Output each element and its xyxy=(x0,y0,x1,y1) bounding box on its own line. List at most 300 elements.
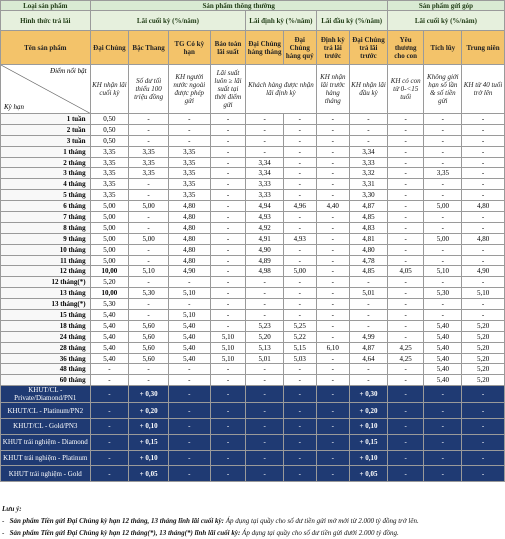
product-name: Đại Chúng hàng tháng xyxy=(246,31,284,65)
header-highlight-term xyxy=(1,65,91,114)
rate-cell: 4,80 xyxy=(168,212,210,223)
rate-cell: - xyxy=(129,364,169,375)
rate-cell: - xyxy=(316,124,350,135)
bonus-cell: - xyxy=(210,403,246,419)
rate-cell: 3,32 xyxy=(350,168,388,179)
rate-cell: 5,40 xyxy=(90,320,129,331)
header-installment-products: Sản phẩm gửi góp xyxy=(387,1,504,11)
rate-cell: - xyxy=(168,124,210,135)
rate-cell: 4,98 xyxy=(246,266,284,277)
rate-cell: 4,96 xyxy=(283,201,316,212)
bonus-cell: - xyxy=(283,386,316,403)
rate-cell: 5,10 xyxy=(210,342,246,353)
rate-cell: 5,00 xyxy=(90,233,129,244)
rate-cell: 5,40 xyxy=(424,353,462,364)
product-highlight: Khách hàng được nhận lãi định kỳ xyxy=(246,65,316,114)
rate-cell: - xyxy=(387,299,424,310)
rate-cell: 4,90 xyxy=(168,266,210,277)
rate-cell: - xyxy=(129,299,169,310)
rate-cell: - xyxy=(129,244,169,255)
rate-cell: - xyxy=(129,310,169,321)
rate-cell: - xyxy=(316,310,350,321)
bonus-label: KHUT trải nghiệm - Gold xyxy=(1,466,91,482)
table-row xyxy=(1,255,505,266)
rate-cell: - xyxy=(246,375,284,386)
rate-cell: 4,80 xyxy=(168,255,210,266)
rate-cell: - xyxy=(387,222,424,233)
rate-cell: 5,40 xyxy=(90,342,129,353)
bonus-label: KHUT/CL - Private/Diamond/PN1 xyxy=(1,386,91,403)
note-1-bold: Sản phẩm Tiền gửi Đại Chúng kỳ hạn 12 tháng, 13 tháng lĩnh lãi cuối kỳ: xyxy=(9,517,224,525)
rate-cell: - xyxy=(283,255,316,266)
rate-cell: - xyxy=(316,375,350,386)
rate-cell: 3,33 xyxy=(350,157,388,168)
bonus-cell: - xyxy=(90,403,129,419)
rate-cell: - xyxy=(129,222,169,233)
table-row xyxy=(1,375,505,386)
bonus-cell: - xyxy=(168,450,210,466)
bonus-cell: - xyxy=(316,419,350,435)
rate-cell: 3,35 xyxy=(90,179,129,190)
rate-cell: 3,31 xyxy=(350,179,388,190)
rate-cell: - xyxy=(246,310,284,321)
rate-cell: - xyxy=(210,179,246,190)
rate-cell: 5,40 xyxy=(424,320,462,331)
rate-cell: - xyxy=(283,168,316,179)
bonus-cell: - xyxy=(462,466,505,482)
rate-cell: 4,80 xyxy=(462,233,505,244)
rate-cell: - xyxy=(387,157,424,168)
rate-cell: - xyxy=(387,233,424,244)
rate-cell: - xyxy=(283,244,316,255)
product-highlight: KH có con từ 0-<15 tuổi xyxy=(387,65,424,114)
rate-cell: - xyxy=(316,288,350,299)
rate-cell: 5,60 xyxy=(129,331,169,342)
rate-cell: 5,40 xyxy=(90,353,129,364)
rate-cell: 4,92 xyxy=(246,222,284,233)
rate-cell: - xyxy=(350,375,388,386)
rate-cell: 4,80 xyxy=(168,201,210,212)
product-highlight: KH từ 40 tuổi trở lên xyxy=(462,65,505,114)
rate-cell: - xyxy=(387,331,424,342)
rate-cell: 5,40 xyxy=(424,375,462,386)
term-cell: 13 tháng xyxy=(1,288,91,299)
bonus-cell: - xyxy=(90,434,129,450)
bonus-cell: - xyxy=(210,466,246,482)
rate-cell: 6,10 xyxy=(316,342,350,353)
rate-cell: 4,80 xyxy=(168,233,210,244)
product-name: Định kỳ trả lãi trước xyxy=(316,31,350,65)
rate-cell: - xyxy=(210,124,246,135)
rate-cell: 5,22 xyxy=(283,331,316,342)
bonus-cell: + 0,10 xyxy=(350,450,388,466)
rate-cell: - xyxy=(387,190,424,201)
rate-cell: 5,20 xyxy=(462,342,505,353)
bonus-cell: - xyxy=(210,450,246,466)
rate-cell: - xyxy=(283,222,316,233)
note-1: - Sản phẩm Tiền gửi Đại Chúng kỳ hạn 12 tháng, 13 tháng lĩnh lãi cuối kỳ: Áp dụng tại quầy cho số dư tiền gửi mở mới từ 2.000 tỷ đồng trở lên. xyxy=(2,517,419,525)
product-name: TG Có kỳ hạn xyxy=(168,31,210,65)
term-cell: 18 tháng xyxy=(1,320,91,331)
header-product-type: Loại sản phẩm xyxy=(1,1,91,11)
table-row xyxy=(1,222,505,233)
rate-cell: 3,35 xyxy=(90,146,129,157)
note-2: - Sản phẩm Tiền gửi Đại Chúng kỳ hạn 12 tháng(*), 13 tháng(*) lĩnh lãi cuối kỳ: Áp dụng tại quầy cho số dư tiền gửi dưới 2.000 tỷ đồng. xyxy=(2,529,399,537)
rate-cell: - xyxy=(246,146,284,157)
table-row xyxy=(1,288,505,299)
bonus-row xyxy=(1,450,505,466)
rate-cell: - xyxy=(283,310,316,321)
bonus-cell: - xyxy=(283,403,316,419)
rate-cell: - xyxy=(462,299,505,310)
rate-cell: 3,35 xyxy=(129,168,169,179)
product-highlight: Số dư tối thiểu 100 triệu đồng xyxy=(129,65,169,114)
rate-cell: 5,20 xyxy=(462,320,505,331)
rate-cell: 10,00 xyxy=(90,266,129,277)
term-cell: 28 tháng xyxy=(1,342,91,353)
rate-cell: - xyxy=(168,114,210,125)
rate-cell: 5,60 xyxy=(129,320,169,331)
rate-cell: - xyxy=(424,299,462,310)
bonus-cell: - xyxy=(462,434,505,450)
rate-cell: 5,20 xyxy=(462,364,505,375)
table-row xyxy=(1,277,505,288)
term-cell: 1 tháng xyxy=(1,146,91,157)
bonus-cell: - xyxy=(90,386,129,403)
rate-cell: 5,00 xyxy=(90,212,129,223)
rate-cell: - xyxy=(316,179,350,190)
rate-cell: 4,85 xyxy=(350,212,388,223)
rate-cell: - xyxy=(316,114,350,125)
rate-cell: - xyxy=(387,179,424,190)
rate-cell: - xyxy=(129,212,169,223)
term-cell: 12 tháng xyxy=(1,266,91,277)
rate-cell: 4,78 xyxy=(350,255,388,266)
rate-cell: - xyxy=(462,179,505,190)
rate-cell: - xyxy=(246,124,284,135)
bonus-cell: - xyxy=(462,450,505,466)
rate-cell: 5,00 xyxy=(90,244,129,255)
rate-cell: - xyxy=(316,157,350,168)
product-name: Yêu thương cho con xyxy=(387,31,424,65)
bonus-cell: - xyxy=(168,386,210,403)
rate-cell: 3,35 xyxy=(90,157,129,168)
table-row xyxy=(1,364,505,375)
rate-cell: 5,00 xyxy=(424,201,462,212)
rate-cell: 5,20 xyxy=(246,331,284,342)
header-interest-end-term-2: Lãi cuối kỳ (%/năm) xyxy=(387,11,504,31)
rate-cell: 5,10 xyxy=(129,266,169,277)
rate-cell: - xyxy=(350,320,388,331)
rate-cell: - xyxy=(283,146,316,157)
rate-cell: - xyxy=(387,277,424,288)
note-2-bold: Sản phẩm Tiền gửi Đại Chúng kỳ hạn 12 tháng(*), 13 tháng(*) lĩnh lãi cuối kỳ: xyxy=(9,529,241,537)
bonus-label: KHUT trải nghiệm - Platinum xyxy=(1,450,91,466)
rate-cell: 5,00 xyxy=(129,201,169,212)
rate-cell: - xyxy=(316,364,350,375)
rate-cell: - xyxy=(316,277,350,288)
term-cell: 2 tháng xyxy=(1,157,91,168)
rate-cell: 5,30 xyxy=(129,288,169,299)
rate-cell: 5,40 xyxy=(168,331,210,342)
rate-cell: - xyxy=(210,157,246,168)
bonus-cell: - xyxy=(424,450,462,466)
table-row xyxy=(1,331,505,342)
rate-cell: 4,80 xyxy=(168,244,210,255)
bonus-cell: - xyxy=(210,434,246,450)
rate-cell: 3,33 xyxy=(246,190,284,201)
bonus-cell: + 0,10 xyxy=(129,419,169,435)
rate-cell: 4,89 xyxy=(246,255,284,266)
rate-cell: - xyxy=(129,255,169,266)
bonus-cell: - xyxy=(424,466,462,482)
rate-cell: - xyxy=(424,277,462,288)
rate-cell: - xyxy=(424,114,462,125)
rate-cell: 3,33 xyxy=(246,179,284,190)
rate-cell: 3,30 xyxy=(350,190,388,201)
rate-cell: 4,93 xyxy=(283,233,316,244)
term-cell: 48 tháng xyxy=(1,364,91,375)
highlight-label: Điểm nổi bật xyxy=(50,67,87,75)
rate-cell: - xyxy=(387,212,424,223)
bonus-cell: + 0,05 xyxy=(129,466,169,482)
bonus-cell: - xyxy=(90,466,129,482)
rate-cell: - xyxy=(316,331,350,342)
rate-cell: - xyxy=(387,146,424,157)
table-row xyxy=(1,233,505,244)
rate-cell: - xyxy=(283,124,316,135)
bonus-cell: - xyxy=(168,403,210,419)
term-cell: 6 tháng xyxy=(1,201,91,212)
rate-cell: 3,34 xyxy=(246,157,284,168)
rate-cell: - xyxy=(210,222,246,233)
rate-cell: 0,50 xyxy=(90,135,129,146)
bonus-cell: - xyxy=(462,386,505,403)
table-row xyxy=(1,212,505,223)
rate-cell: - xyxy=(424,222,462,233)
rate-cell: - xyxy=(316,190,350,201)
bonus-cell: + 0,30 xyxy=(350,386,388,403)
rate-cell: - xyxy=(283,179,316,190)
table-row xyxy=(1,201,505,212)
rate-cell: - xyxy=(462,222,505,233)
header-interest-end-term: Lãi cuối kỳ (%/năm) xyxy=(90,11,246,31)
table-row xyxy=(1,320,505,331)
table-row xyxy=(1,310,505,321)
rate-cell: - xyxy=(210,320,246,331)
rate-cell: - xyxy=(387,114,424,125)
rate-cell: - xyxy=(210,135,246,146)
rate-cell: - xyxy=(424,146,462,157)
rate-cell: - xyxy=(387,310,424,321)
bonus-label: KHUT/CL - Gold/PN3 xyxy=(1,419,91,435)
rate-cell: - xyxy=(129,179,169,190)
table-row xyxy=(1,168,505,179)
rate-cell: - xyxy=(283,277,316,288)
term-cell: 10 tháng xyxy=(1,244,91,255)
rate-cell: - xyxy=(387,244,424,255)
rate-cell: - xyxy=(210,255,246,266)
rate-cell: 4,05 xyxy=(387,266,424,277)
header-standard-products: Sản phẩm thông thường xyxy=(90,1,387,11)
rate-cell: 5,40 xyxy=(90,331,129,342)
bonus-cell: - xyxy=(424,403,462,419)
product-name: Tích lũy xyxy=(424,31,462,65)
rate-cell: - xyxy=(283,212,316,223)
rate-cell: 5,00 xyxy=(90,201,129,212)
product-name: Bậc Thang xyxy=(129,31,169,65)
rate-cell: - xyxy=(350,310,388,321)
term-cell: 8 tháng xyxy=(1,222,91,233)
rate-cell: 3,35 xyxy=(168,179,210,190)
rate-cell: - xyxy=(283,364,316,375)
bonus-row xyxy=(1,386,505,403)
product-name: Đại Chúng trả lãi trước xyxy=(350,31,388,65)
bonus-cell: - xyxy=(283,466,316,482)
rate-cell: - xyxy=(90,375,129,386)
bonus-cell: - xyxy=(246,386,284,403)
bonus-cell: - xyxy=(316,403,350,419)
rate-cell: 3,35 xyxy=(168,146,210,157)
bonus-cell: + 0,10 xyxy=(350,419,388,435)
rate-cell: - xyxy=(246,135,284,146)
rate-cell: - xyxy=(129,190,169,201)
rate-cell: - xyxy=(387,124,424,135)
rate-cell: 4,90 xyxy=(246,244,284,255)
rate-cell: 4,80 xyxy=(462,201,505,212)
rate-cell: - xyxy=(316,135,350,146)
rate-cell: - xyxy=(246,114,284,125)
rate-cell: - xyxy=(168,277,210,288)
rate-cell: - xyxy=(210,233,246,244)
notes xyxy=(2,503,503,539)
rate-cell: - xyxy=(168,299,210,310)
rate-cell: - xyxy=(90,364,129,375)
rate-cell: - xyxy=(246,299,284,310)
bonus-cell: + 0,15 xyxy=(129,434,169,450)
rate-cell: - xyxy=(462,277,505,288)
rate-cell: - xyxy=(316,168,350,179)
header-interest-upfront: Lãi đầu kỳ (%/năm) xyxy=(316,11,387,31)
rate-cell: 5,00 xyxy=(283,266,316,277)
rate-cell: 5,30 xyxy=(424,288,462,299)
rate-cell: 5,40 xyxy=(424,364,462,375)
rate-cell: 5,13 xyxy=(246,342,284,353)
term-cell: 5 tháng xyxy=(1,190,91,201)
rate-cell: 5,00 xyxy=(90,222,129,233)
rate-cell: 3,34 xyxy=(246,168,284,179)
rate-cell: - xyxy=(350,364,388,375)
rate-cell: - xyxy=(424,157,462,168)
rate-cell: - xyxy=(387,320,424,331)
rate-cell: - xyxy=(424,190,462,201)
rate-cell: - xyxy=(350,135,388,146)
table-row xyxy=(1,342,505,353)
table-row xyxy=(1,353,505,364)
rate-cell: - xyxy=(316,222,350,233)
term-cell: 2 tuần xyxy=(1,124,91,135)
rate-cell: - xyxy=(350,277,388,288)
rate-cell: - xyxy=(462,135,505,146)
rate-cell: 4,90 xyxy=(462,266,505,277)
rate-cell: 4,85 xyxy=(350,266,388,277)
rate-cell: 5,20 xyxy=(90,277,129,288)
rate-cell: 4,99 xyxy=(350,331,388,342)
bonus-cell: + 0,05 xyxy=(350,466,388,482)
product-name: Trung niên xyxy=(462,31,505,65)
rate-cell: 4,87 xyxy=(350,201,388,212)
term-cell: 36 tháng xyxy=(1,353,91,364)
rate-cell: 5,15 xyxy=(283,342,316,353)
rate-cell: 5,40 xyxy=(424,342,462,353)
rate-cell: 4,80 xyxy=(350,244,388,255)
rate-cell: 5,25 xyxy=(283,320,316,331)
bonus-label: KHUT trải nghiệm - Diamond xyxy=(1,434,91,450)
rate-cell: 0,50 xyxy=(90,124,129,135)
bonus-cell: - xyxy=(168,419,210,435)
rate-cell: - xyxy=(462,244,505,255)
table-row xyxy=(1,114,505,125)
bonus-cell: - xyxy=(90,450,129,466)
rate-cell: 5,40 xyxy=(424,331,462,342)
rate-cell: 5,00 xyxy=(90,255,129,266)
rate-cell: - xyxy=(424,310,462,321)
rate-cell: - xyxy=(462,168,505,179)
rate-cell: - xyxy=(129,124,169,135)
rate-cell: - xyxy=(210,146,246,157)
rate-cell: 4,25 xyxy=(387,353,424,364)
rate-cell: - xyxy=(424,244,462,255)
rate-cell: - xyxy=(387,255,424,266)
table-row xyxy=(1,299,505,310)
bonus-label: KHUT/CL - Platinum/PN2 xyxy=(1,403,91,419)
bonus-cell: - xyxy=(283,450,316,466)
rate-cell: - xyxy=(316,320,350,331)
term-cell: 13 tháng(*) xyxy=(1,299,91,310)
rate-cell: 5,01 xyxy=(246,353,284,364)
rate-cell: - xyxy=(210,244,246,255)
rate-cell: - xyxy=(210,190,246,201)
term-cell: 15 tháng xyxy=(1,310,91,321)
rate-cell: - xyxy=(246,288,284,299)
rate-cell: - xyxy=(387,201,424,212)
rate-cell: - xyxy=(210,288,246,299)
rate-cell: - xyxy=(462,146,505,157)
bonus-cell: - xyxy=(316,434,350,450)
bonus-cell: - xyxy=(283,434,316,450)
product-highlight: KH người nước ngoài được phép gửi xyxy=(168,65,210,114)
rate-cell: - xyxy=(210,114,246,125)
rate-cell: - xyxy=(283,157,316,168)
bonus-cell: - xyxy=(246,450,284,466)
table-row xyxy=(1,190,505,201)
notes-title: Lưu ý: xyxy=(2,505,22,513)
table-row xyxy=(1,157,505,168)
product-highlight: Không giới hạn số lần & số tiền gửi xyxy=(424,65,462,114)
rate-cell: - xyxy=(283,288,316,299)
rate-cell: - xyxy=(129,375,169,386)
product-name: Đại Chúng xyxy=(90,31,129,65)
rate-cell: 3,35 xyxy=(129,157,169,168)
product-highlight: KH nhận lãi cuối kỳ xyxy=(90,65,129,114)
rate-cell: 3,35 xyxy=(129,146,169,157)
rate-cell: - xyxy=(387,288,424,299)
term-cell: 9 tháng xyxy=(1,233,91,244)
bonus-row xyxy=(1,466,505,482)
rate-cell: 5,40 xyxy=(168,320,210,331)
rate-cell: 4,91 xyxy=(246,233,284,244)
rate-cell: 3,35 xyxy=(168,190,210,201)
